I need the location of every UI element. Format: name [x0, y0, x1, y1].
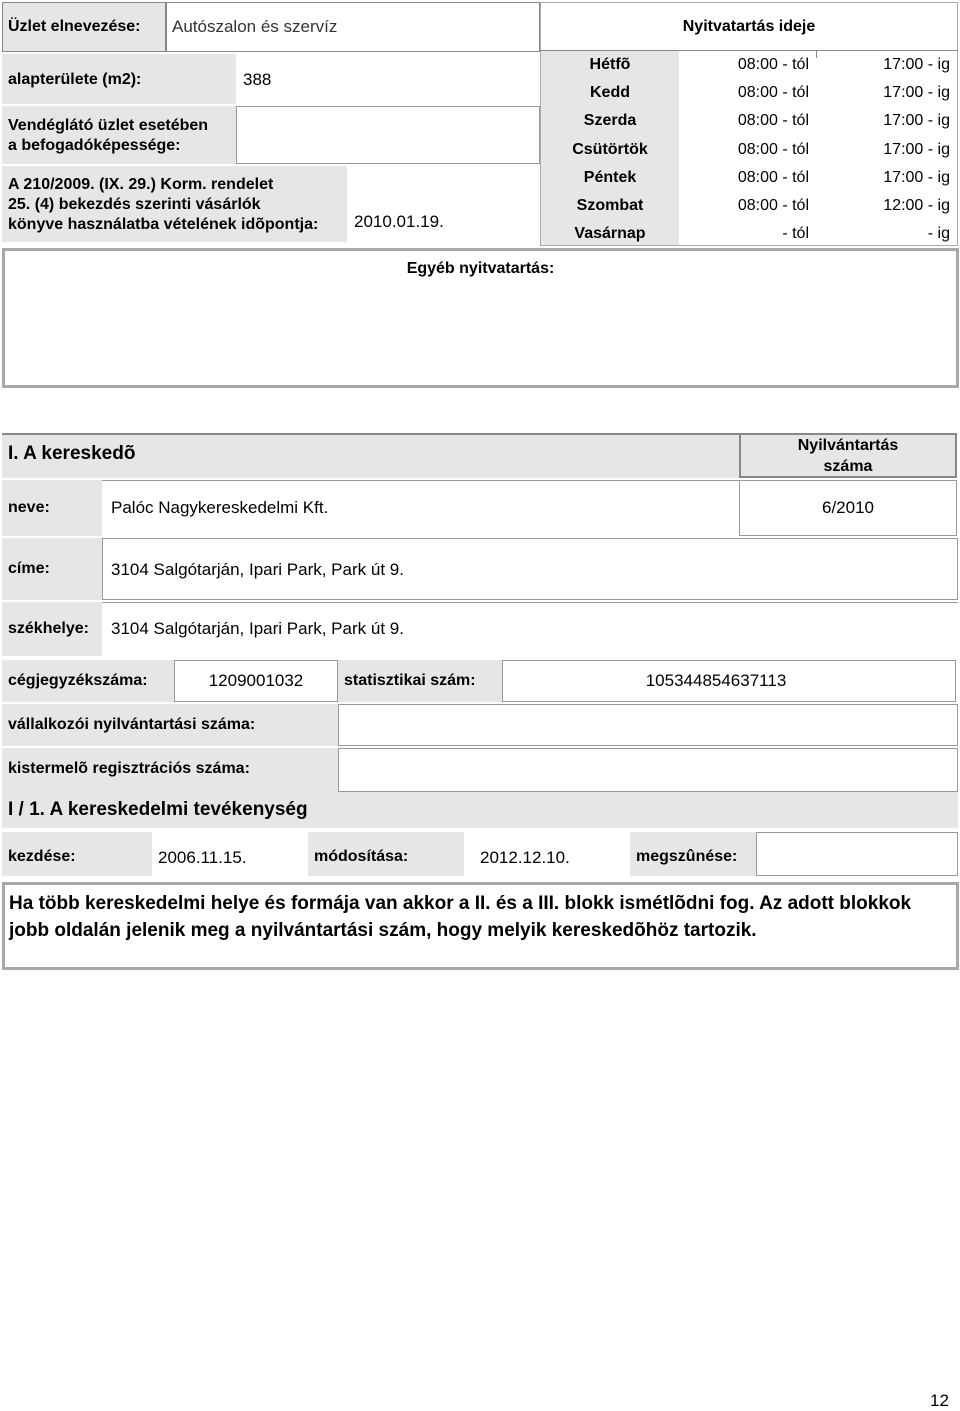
other-hours-label: Egyéb nyitvatartás:: [406, 260, 555, 277]
producer-value-cell: [338, 748, 958, 792]
start-value: 2006.11.15.: [158, 848, 247, 867]
register-value: 2010.01.19.: [354, 212, 444, 231]
opening-from: 08:00 - tól: [737, 56, 809, 73]
producer-label: kistermelõ regisztrációs száma:: [8, 760, 250, 777]
opening-from: - tól: [782, 225, 809, 242]
opening-to: 17:00 - ig: [883, 84, 950, 101]
area-label: alapterülete (m2):: [8, 71, 142, 88]
weekday-label: Péntek: [583, 169, 637, 186]
end-value-cell: [756, 832, 958, 876]
opening-from: 08:00 - tól: [737, 141, 809, 158]
opening-to: - ig: [927, 225, 950, 242]
weekday-label: Szombat: [576, 197, 644, 214]
address-label: címe:: [8, 560, 50, 577]
registry-value: 6/2010: [822, 498, 874, 517]
weekday-label: Szerda: [583, 112, 637, 129]
company-reg-label: cégjegyzékszáma:: [8, 672, 148, 689]
register-label-line3: könyve használatba vételének idõpontja:: [8, 216, 319, 233]
weekday-label: Kedd: [590, 84, 630, 101]
name-value: Palóc Nagykereskedelmi Kft.: [111, 498, 329, 517]
company-reg-value: 1209001032: [208, 671, 304, 690]
area-value: 388: [243, 70, 272, 89]
notice-text: Ha több kereskedelmi helye és formája van akkor a II. és a III. blokk ismétlõdni fog. Az adott blokkok jobb oldalán jelenik meg a nyilvántartási szám, hogy melyik kereskedõhöz tartozik.: [9, 893, 912, 941]
entrepreneur-value-cell: [338, 704, 958, 746]
opening-from: 08:00 - tól: [737, 197, 809, 214]
shop-name-label: Üzlet elnevezése:: [8, 18, 141, 35]
opening-to: 12:00 - ig: [883, 197, 950, 214]
modified-value: 2012.12.10.: [480, 848, 570, 867]
seat-label: székhelye:: [8, 620, 89, 637]
page-number: 12: [930, 1391, 949, 1410]
start-label: kezdése:: [8, 848, 76, 865]
seat-value: 3104 Salgótarján, Ipari Park, Park út 9.: [111, 619, 404, 638]
opening-from: 08:00 - tól: [737, 169, 809, 186]
registry-header-line2: száma: [823, 458, 873, 475]
address-value: 3104 Salgótarján, Ipari Park, Park út 9.: [111, 560, 404, 579]
opening-hours-title: Nyitvatartás ideje: [682, 18, 816, 35]
opening-to: 17:00 - ig: [883, 141, 950, 158]
opening-from: 08:00 - tól: [737, 112, 809, 129]
capacity-label-line2: a befogadóképessége:: [8, 137, 181, 154]
modified-label: módosítása:: [314, 848, 409, 865]
register-label-line1: A 210/2009. (IX. 29.) Korm. rendelet: [8, 176, 274, 193]
stat-label: statisztikai szám:: [344, 672, 476, 689]
stat-value: 105344854637113: [645, 671, 787, 690]
name-label: neve:: [8, 499, 50, 516]
capacity-label-line1: Vendéglátó üzlet esetében: [8, 117, 209, 134]
register-label-line2: 25. (4) bekezdés szerinti vásárlók: [8, 196, 261, 213]
capacity-label-cell: [2, 106, 236, 164]
opening-from: 08:00 - tól: [737, 84, 809, 101]
shop-name-value: Autószalon és szervíz: [172, 17, 338, 36]
activity-section-title: I / 1. A kereskedelmi tevékenység: [8, 799, 308, 820]
trader-section-title: I. A kereskedõ: [8, 443, 136, 464]
weekday-label: Vasárnap: [574, 225, 646, 242]
end-label: megszûnése:: [636, 848, 738, 865]
opening-to: 17:00 - ig: [883, 112, 950, 129]
capacity-value-cell: [236, 106, 540, 164]
entrepreneur-label: vállalkozói nyilvántartási száma:: [8, 716, 256, 733]
registry-header-line1: Nyilvántartás: [797, 437, 899, 454]
weekday-label: Hétfõ: [589, 56, 631, 73]
opening-to: 17:00 - ig: [883, 169, 950, 186]
opening-to: 17:00 - ig: [883, 56, 950, 73]
weekday-label: Csütörtök: [572, 141, 648, 158]
